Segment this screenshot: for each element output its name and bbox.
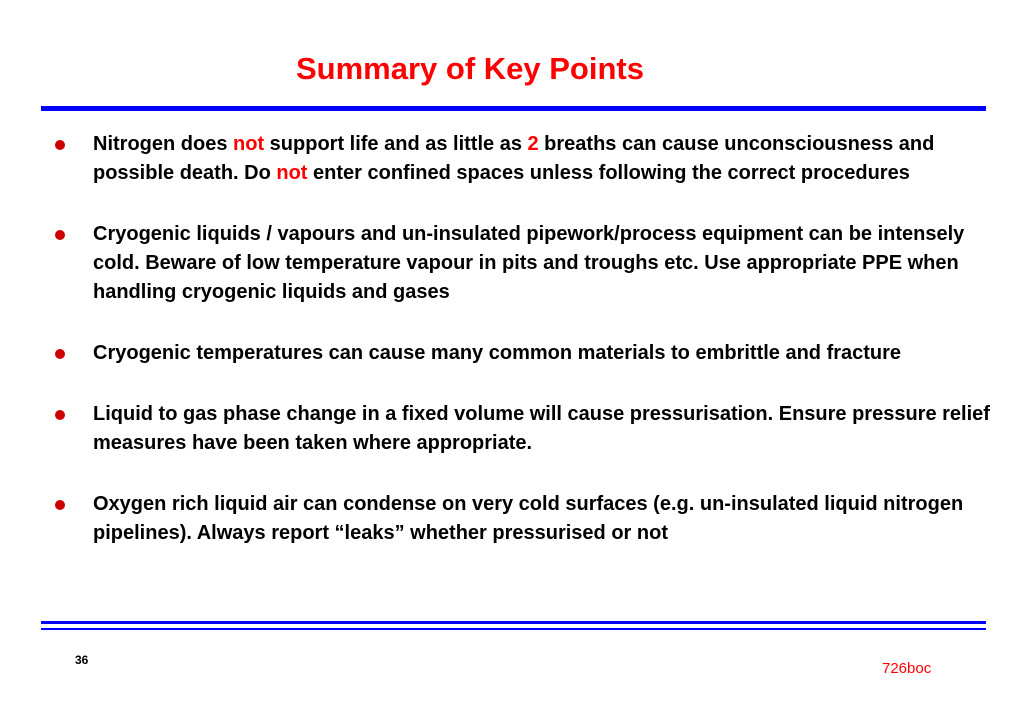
key-point-embrittlement bbox=[55, 339, 995, 368]
key-point-pressurisation bbox=[55, 400, 995, 458]
bullet-dot-icon bbox=[55, 349, 65, 359]
bullet-dot-icon bbox=[55, 500, 65, 510]
text-segment: breaths can cause unconsciousness and possible death. Do bbox=[93, 133, 935, 184]
emphasis-segment: not bbox=[233, 133, 265, 155]
emphasis-segment: 2 bbox=[527, 133, 539, 155]
slide-title: Summary of Key Points bbox=[296, 51, 644, 86]
bullet-dot-icon bbox=[55, 140, 65, 150]
text-segment: Nitrogen does bbox=[93, 133, 234, 155]
text-segment: enter confined spaces unless following the correct procedures bbox=[307, 162, 910, 184]
key-point-text: Liquid to gas phase change in a fixed volume will cause pressurisation. Ensure pressure relief measures have been taken where appropriate. bbox=[93, 403, 990, 454]
key-point-text: Oxygen rich liquid air can condense on very cold surfaces (e.g. un-insulated liquid nitrogen pipelines). Always report “leaks” whether pressurised or not bbox=[93, 493, 964, 544]
page-number: 36 bbox=[75, 653, 89, 667]
emphasis-segment: not bbox=[276, 162, 308, 184]
title-divider bbox=[41, 106, 986, 111]
key-point-nitrogen bbox=[55, 130, 995, 188]
key-point-cold-equipment bbox=[55, 220, 995, 307]
footer-code: 726boc bbox=[882, 660, 932, 677]
bullet-dot-icon bbox=[55, 410, 65, 420]
key-point-text bbox=[93, 133, 934, 184]
key-points-list bbox=[55, 130, 995, 580]
bullet-dot-icon bbox=[55, 230, 65, 240]
footer-divider-lower bbox=[41, 628, 986, 630]
key-point-text: Cryogenic temperatures can cause many common materials to embrittle and fracture bbox=[93, 342, 902, 364]
footer-divider-upper bbox=[41, 621, 986, 624]
key-point-oxygen-rich-air bbox=[55, 490, 995, 548]
text-segment: support life and as little as bbox=[264, 133, 528, 155]
key-point-text: Cryogenic liquids / vapours and un-insulated pipework/process equipment can be intensely cold. Beware of low temperature vapour in pits and troughs etc. Use appropriate PPE when handling cryogenic liquids and gases bbox=[93, 223, 965, 303]
